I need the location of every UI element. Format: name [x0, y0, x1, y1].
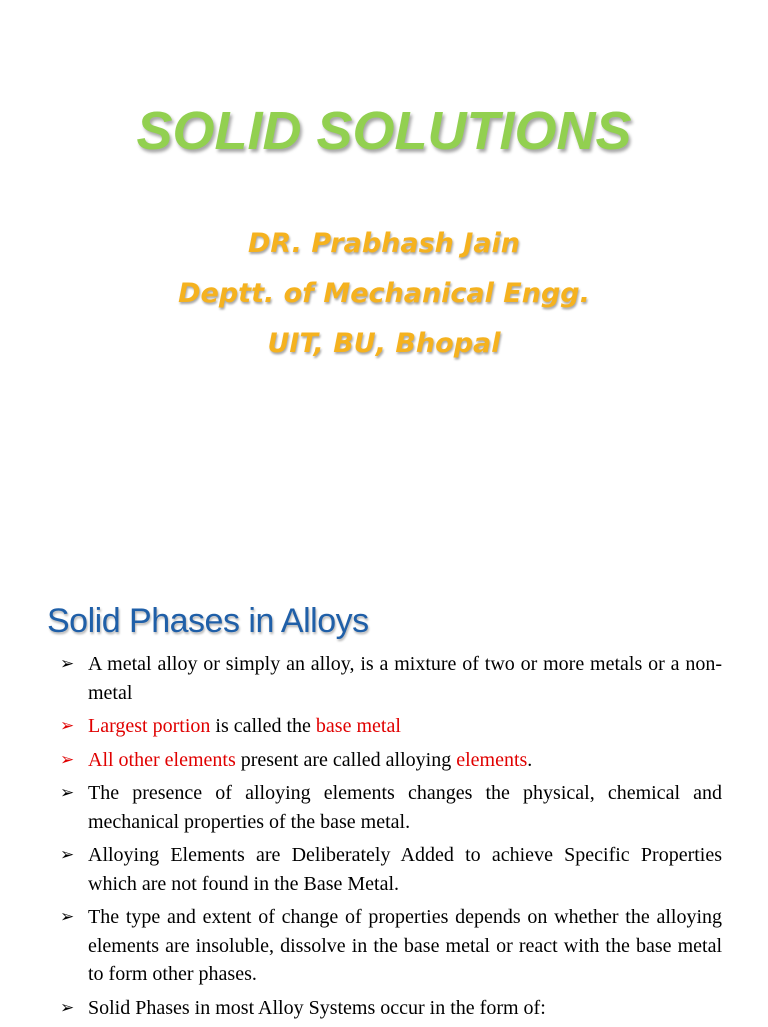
arrow-bullet-icon: ➢	[60, 845, 75, 865]
bullet-highlight: base metal	[315, 715, 401, 737]
bullet-item	[60, 841, 722, 898]
bullet-text: Solid Phases in most Alloy Systems occur in the form of:	[88, 996, 546, 1019]
bullet-text: present are called alloying	[235, 748, 457, 771]
arrow-bullet-icon: ➢	[60, 907, 75, 927]
arrow-bullet-icon: ➢	[60, 997, 75, 1018]
bullet-text: The presence of alloying elements changes the physical, chemical and mechanical properties of the base metal.	[88, 782, 722, 833]
bullet-text: .	[527, 748, 533, 771]
arrow-bullet-icon: ➢	[60, 749, 75, 770]
bullet-item	[60, 650, 722, 707]
bullet-item	[60, 712, 722, 741]
bullet-list	[60, 650, 722, 1027]
bullet-text: The type and extent of change of properties depends on whether the alloying elements are insoluble, dissolve in the base metal or react with the base metal to form other phases.	[88, 906, 722, 985]
author-institution: UIT, BU, Bhopal	[267, 328, 501, 359]
bullet-item	[60, 994, 722, 1023]
slide-title: SOLID SOLUTIONS	[136, 101, 632, 161]
bullet-text: Alloying Elements are Deliberately Added to achieve Specific Properties which are not found in the Base Metal.	[88, 844, 722, 895]
bullet-highlight: All other elements	[88, 748, 236, 771]
slide-heading: Solid Phases in Alloys	[47, 602, 369, 640]
content-slide	[0, 560, 768, 1024]
arrow-bullet-icon: ➢	[60, 783, 75, 803]
bullet-item	[60, 746, 722, 775]
author-name: DR. Prabhash Jain	[247, 228, 521, 259]
arrow-bullet-icon: ➢	[60, 654, 75, 674]
author-department: Deptt. of Mechanical Engg.	[178, 278, 590, 309]
bullet-item	[60, 779, 722, 836]
bullet-item	[60, 903, 722, 989]
bullet-text: A metal alloy or simply an alloy, is a mixture of two or more metals or a non-metal	[88, 653, 722, 704]
bullet-highlight: elements	[456, 748, 528, 771]
arrow-bullet-icon: ➢	[60, 716, 75, 736]
bullet-text: is called the	[210, 715, 316, 737]
bullet-highlight: Largest portion	[88, 715, 211, 737]
